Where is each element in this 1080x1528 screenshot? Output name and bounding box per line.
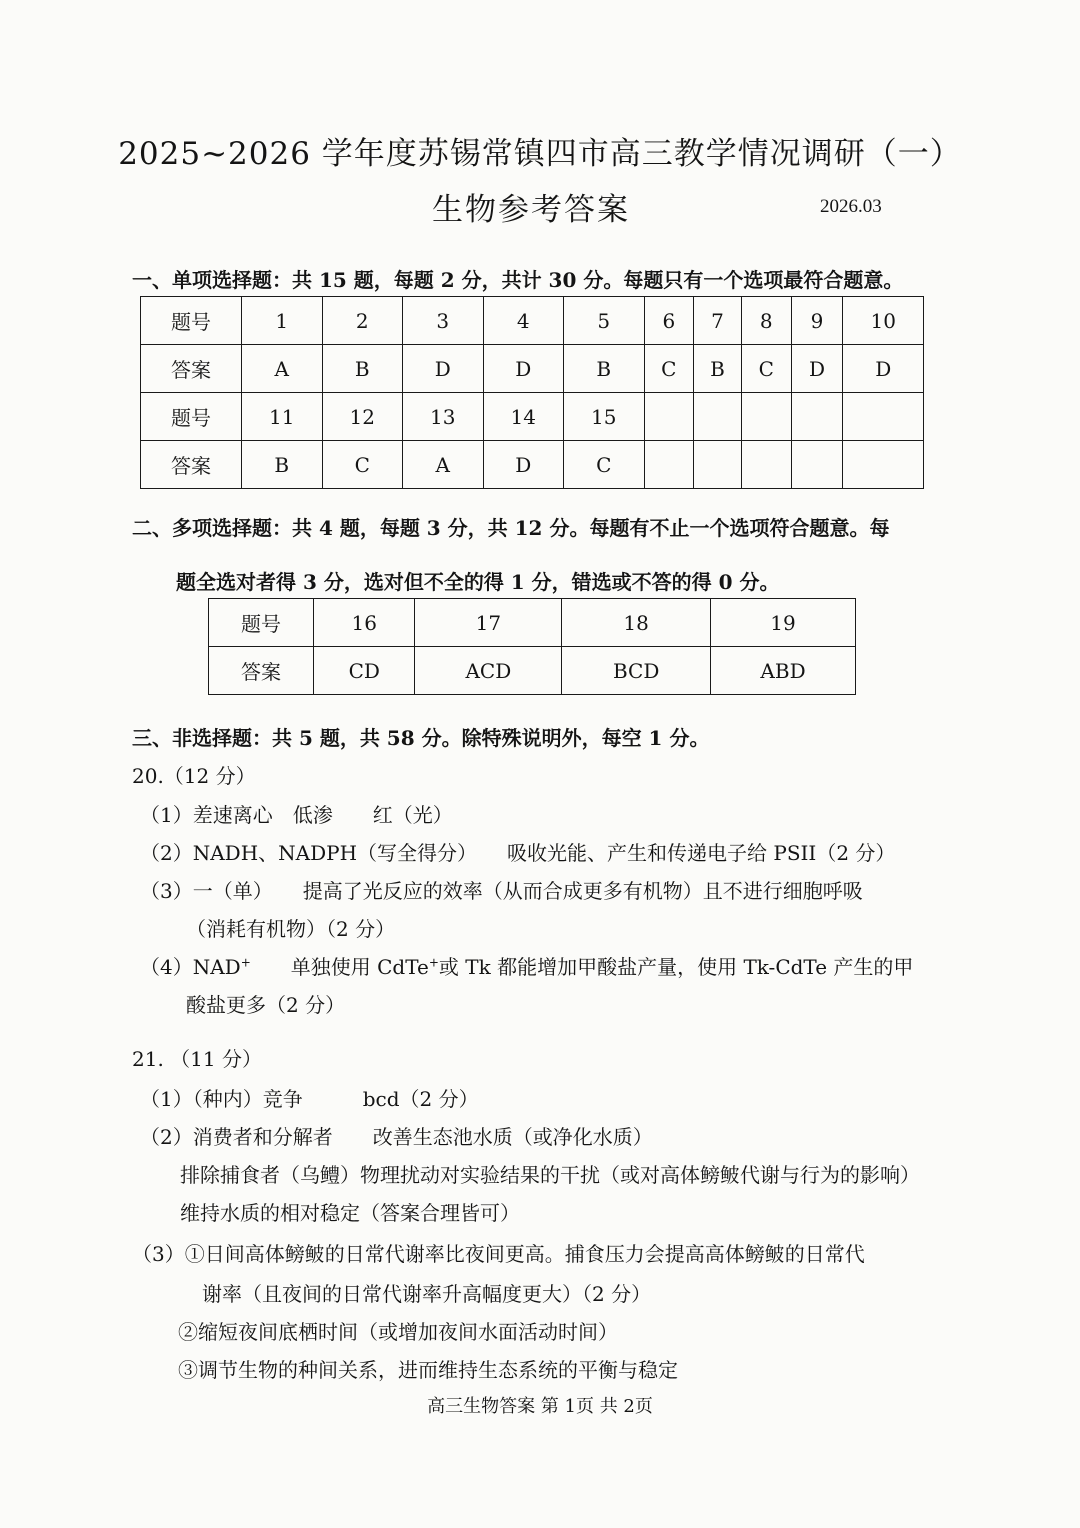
q21-part3: （3）①日间高体鳑鲏的日常代谢率比夜间更高。捕食压力会提高高体鳑鲏的日常代 — [132, 1242, 865, 1266]
row-label: 题号 — [209, 599, 314, 647]
document-subtitle: 生物参考答案 — [432, 192, 630, 228]
answer-cell: C — [322, 441, 403, 489]
page-footer: 高三生物答案 第 1页 共 2页 — [427, 1396, 653, 1417]
question-number: 11 — [242, 393, 323, 441]
q20-part4-cont: 酸盐更多（2 分） — [186, 993, 346, 1017]
question-number: 2 — [322, 297, 403, 345]
empty-cell — [644, 393, 694, 441]
multiple-choice-answer-table — [208, 598, 856, 695]
empty-cell — [843, 393, 924, 441]
q21-part2: （2）消费者和分解者 改善生态池水质（或净化水质） — [140, 1125, 653, 1149]
empty-cell — [741, 441, 791, 489]
q20-part4 — [140, 951, 913, 980]
empty-cell — [694, 441, 742, 489]
section2-heading-cont: 题全选对者得 3 分，选对但不全的得 1 分，错选或不答的得 0 分。 — [176, 570, 780, 594]
question-number: 1 — [242, 297, 323, 345]
q20-part1: （1）差速离心 低渗 红（光） — [140, 803, 453, 827]
question-number: 15 — [564, 393, 645, 441]
question-number: 18 — [562, 599, 711, 647]
answer-cell: D — [843, 345, 924, 393]
empty-cell — [843, 441, 924, 489]
question-number: 9 — [791, 297, 843, 345]
question-number: 6 — [644, 297, 694, 345]
question-number: 12 — [322, 393, 403, 441]
answer-cell: C — [564, 441, 645, 489]
answer-cell: B — [322, 345, 403, 393]
answer-cell: BCD — [562, 647, 711, 695]
q20-part4-post: 或 Tk 都能增加甲酸盐产量，使用 Tk-CdTe 产生的甲 — [438, 955, 914, 979]
empty-cell — [791, 441, 843, 489]
empty-cell — [791, 393, 843, 441]
q21-part3-cont: 谢率（且夜间的日常代谢率升高幅度更大）（2 分） — [202, 1282, 652, 1306]
q21-title: 21. （11 分） — [132, 1047, 262, 1071]
q20-part2: （2）NADH、NADPH（写全得分） 吸收光能、产生和传递电子给 PSII（2 分） — [140, 841, 896, 865]
answer-cell: B — [564, 345, 645, 393]
section2-heading: 二、多项选择题：共 4 题，每题 3 分，共 12 分。每题有不止一个选项符合题意。每 — [132, 516, 890, 540]
answer-cell: D — [791, 345, 843, 393]
q21-part2-cont2: 维持水质的相对稳定（答案合理皆可） — [180, 1201, 520, 1225]
row-label: 答案 — [141, 441, 242, 489]
answer-cell: D — [483, 345, 564, 393]
q21-part3-item3: ③调节生物的种间关系，进而维持生态系统的平衡与稳定 — [178, 1358, 678, 1382]
table-row — [209, 599, 856, 647]
answer-cell: B — [242, 441, 323, 489]
answer-cell: CD — [314, 647, 415, 695]
answer-cell: B — [694, 345, 742, 393]
empty-cell — [694, 393, 742, 441]
q21-part3-item2: ②缩短夜间底栖时间（或增加夜间水面活动时间） — [178, 1320, 618, 1344]
question-number: 8 — [741, 297, 791, 345]
question-number: 5 — [564, 297, 645, 345]
superscript: + — [240, 955, 251, 970]
answer-cell: C — [741, 345, 791, 393]
single-choice-answer-table — [140, 296, 924, 489]
table-row — [141, 345, 924, 393]
answer-cell: ABD — [711, 647, 856, 695]
question-number: 7 — [694, 297, 742, 345]
q20-title: 20.（12 分） — [132, 764, 256, 788]
answer-cell: A — [403, 441, 484, 489]
row-label: 题号 — [141, 297, 242, 345]
question-number: 19 — [711, 599, 856, 647]
section3-heading: 三、非选择题：共 5 题，共 58 分。除特殊说明外，每空 1 分。 — [132, 726, 710, 750]
table-row — [209, 647, 856, 695]
question-number: 4 — [483, 297, 564, 345]
row-label: 答案 — [141, 345, 242, 393]
section1-heading: 一、单项选择题：共 15 题，每题 2 分，共计 30 分。每题只有一个选项最符合题意。 — [132, 268, 904, 292]
empty-cell — [644, 441, 694, 489]
answer-cell: D — [403, 345, 484, 393]
document-date: 2026.03 — [820, 196, 882, 217]
row-label: 题号 — [141, 393, 242, 441]
question-number: 16 — [314, 599, 415, 647]
table-row — [141, 441, 924, 489]
answer-cell: ACD — [415, 647, 562, 695]
q21-part1: （1）（种内）竞争 bcd（2 分） — [140, 1087, 479, 1111]
answer-cell: A — [242, 345, 323, 393]
answer-cell: C — [644, 345, 694, 393]
document-title: 2025~2026 学年度苏锡常镇四市高三教学情况调研（一） — [118, 136, 962, 172]
answer-cell: D — [483, 441, 564, 489]
question-number: 10 — [843, 297, 924, 345]
empty-cell — [741, 393, 791, 441]
question-number: 17 — [415, 599, 562, 647]
q20-part4-mid: 单独使用 CdTe — [250, 955, 429, 979]
question-number: 13 — [403, 393, 484, 441]
q21-part2-cont: 排除捕食者（乌鳢）物理扰动对实验结果的干扰（或对高体鳑鲏代谢与行为的影响） — [180, 1163, 920, 1187]
q20-part3-cont: （消耗有机物）（2 分） — [186, 917, 396, 941]
superscript: + — [428, 955, 439, 970]
question-number: 14 — [483, 393, 564, 441]
row-label: 答案 — [209, 647, 314, 695]
table-row — [141, 297, 924, 345]
table-row — [141, 393, 924, 441]
question-number: 3 — [403, 297, 484, 345]
q20-part3: （3）一（单） 提高了光反应的效率（从而合成更多有机物）且不进行细胞呼吸 — [140, 879, 863, 903]
q20-part4-pre: （4）NAD — [140, 955, 241, 979]
